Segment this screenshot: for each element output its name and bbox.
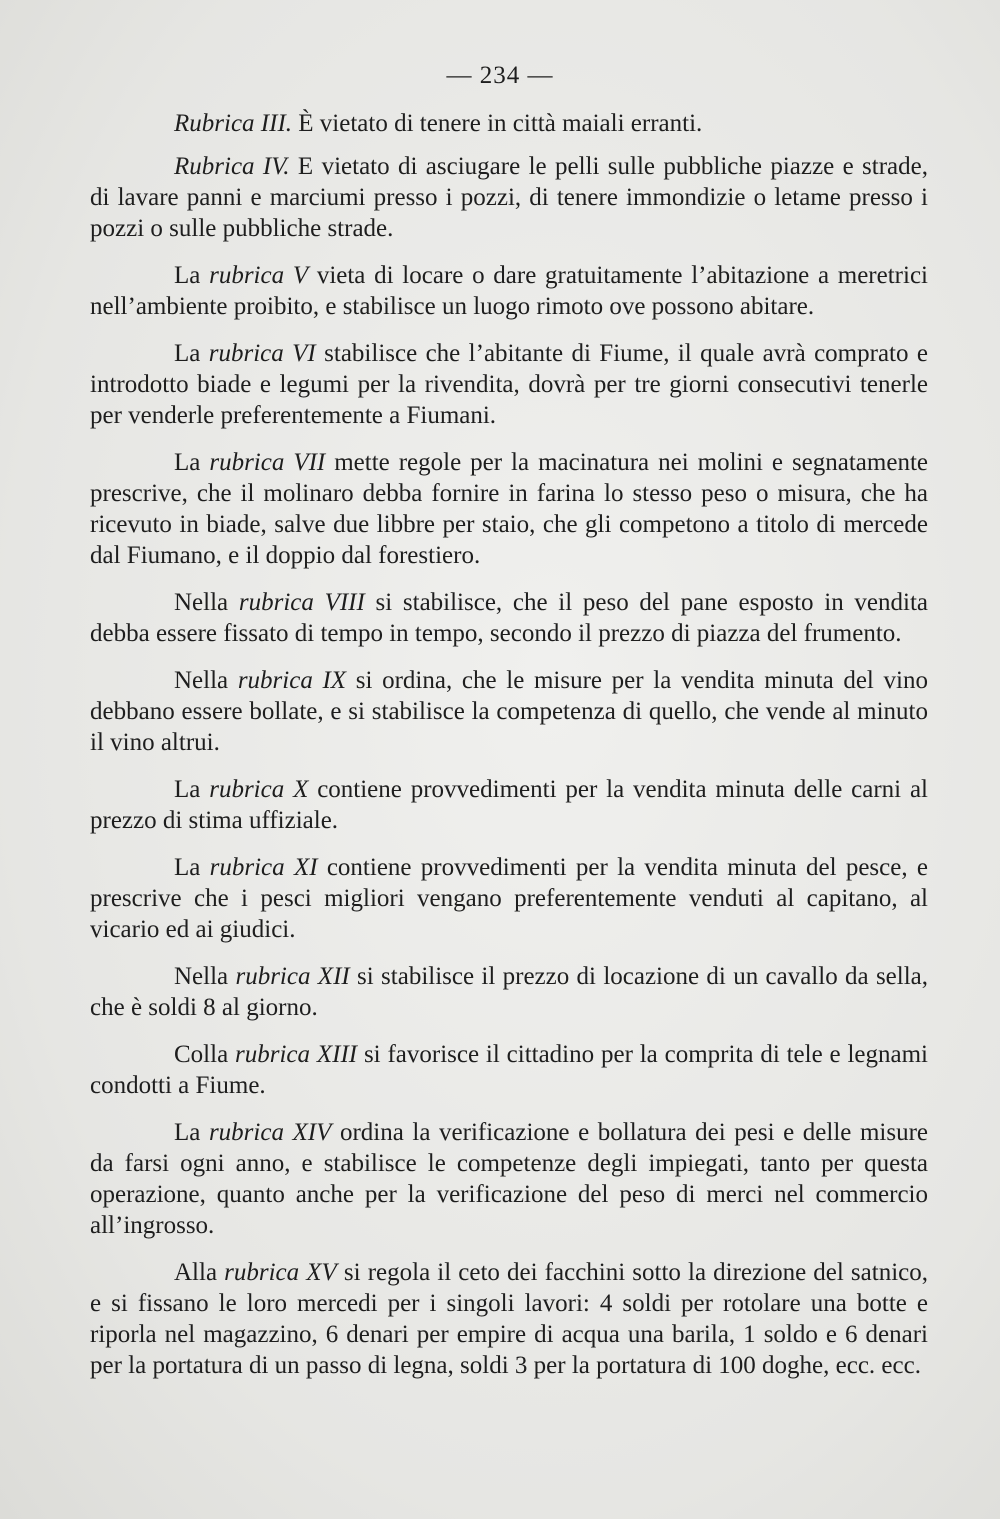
paragraph-rubrica-15: Alla rubrica XV si regola il ceto dei facchini sotto la direzione del satnico, e si fissano le loro mercedi per i singoli lavori: 4 soldi per rotolare una botte e riporla nel magazzino, 6 denari per empire di acqua una barila, 1 soldo e 6 denari per la portatura di un passo di legna, soldi 3 per la portatura di 100 doghe, ecc. ecc. <box>90 1259 928 1379</box>
paragraph-rubrica-3: Rubrica III. È vietato di tenere in città maiali erranti. <box>174 110 703 137</box>
paragraph-rubrica-9: Nella rubrica IX si ordina, che le misure per la vendita minuta del vino debbano essere bollate, e si stabilisce la competenza di quello, che vende al minuto il vino altrui. <box>90 667 928 756</box>
paragraph-rubrica-11: La rubrica XI contiene provvedimenti per la vendita minuta del pesce, e prescrive che i pesci migliori vengano preferentemente venduti al capitano, al vicario ed ai giudici. <box>90 854 928 943</box>
rubric-reference: rubrica XIV <box>208 1119 332 1146</box>
paragraph-rubrica-12: Nella rubrica XII si stabilisce il prezzo di locazione di un cavallo da sella, che è soldi 8 al giorno. <box>90 963 929 1021</box>
rubric-reference: rubrica XV <box>224 1259 337 1286</box>
rubric-reference: rubrica IX <box>237 667 347 694</box>
rubric-reference: rubrica VI <box>208 340 316 367</box>
rubric-reference: rubrica XII <box>235 963 350 990</box>
rubric-reference: rubrica XI <box>209 854 318 881</box>
body-text <box>90 108 928 1397</box>
paragraph-rubrica-5: La rubrica V vieta di locare o dare gratuitamente l’abitazione a meretrici nell’ambiente proibito, e stabilisce un luogo rimoto ove possono abitare. <box>90 262 928 320</box>
paragraph-rubrica-13: Colla rubrica XIII si favorisce il cittadino per la comprita di tele e legnami condotti a Fiume. <box>90 1041 928 1099</box>
paragraph-rubrica-7: La rubrica VII mette regole per la macinatura nei molini e segnatamente prescrive, che il molinaro debba fornire in farina lo stesso peso o misura, che ha ricevuto in biade, salve due libbre per staio, che gli competono a titolo di mercede dal Fiumano, e il doppio dal forestiero. <box>90 449 928 569</box>
paragraph-rubrica-4: Rubrica IV. E vietato di asciugare le pelli sulle pubbliche piazze e strade, di lavare panni e marciumi presso i pozzi, di tenere immondizie o letame presso i pozzi o sulle pubbliche strade. <box>90 153 928 242</box>
rubric-reference: Rubrica IV. <box>174 153 290 180</box>
paragraph-rubrica-14: La rubrica XIV ordina la verificazione e bollatura dei pesi e delle misure da farsi ogni anno, e stabilisce le competenze degli impiegati, tanto per questa operazione, quanto anche per la verificazione del peso di merci nel commercio all’ingrosso. <box>90 1119 928 1239</box>
rubric-reference: rubrica V <box>209 262 309 289</box>
paragraph-rubrica-10: La rubrica X contiene provvedimenti per la vendita minuta delle carni al prezzo di stima uffiziale. <box>90 776 928 834</box>
paragraph-rubrica-6: La rubrica VI stabilisce che l’abitante di Fiume, il quale avrà comprato e introdotto biade e legumi per la rivendita, dovrà per tre giorni consecutivi tenerle per venderle preferentemente a Fiumani. <box>90 340 928 429</box>
rubric-reference: rubrica VIII <box>238 589 365 616</box>
rubric-reference: rubrica VII <box>209 449 326 476</box>
rubric-reference: rubrica XIII <box>235 1041 358 1068</box>
page-number: — 234 — <box>446 62 554 89</box>
rubric-reference: rubrica X <box>209 776 309 803</box>
paragraph-rubrica-8: Nella rubrica VIII si stabilisce, che il peso del pane esposto in vendita debba essere fissato di tempo in tempo, secondo il prezzo di piazza del frumento. <box>90 589 928 647</box>
rubric-reference: Rubrica III. <box>174 110 293 137</box>
